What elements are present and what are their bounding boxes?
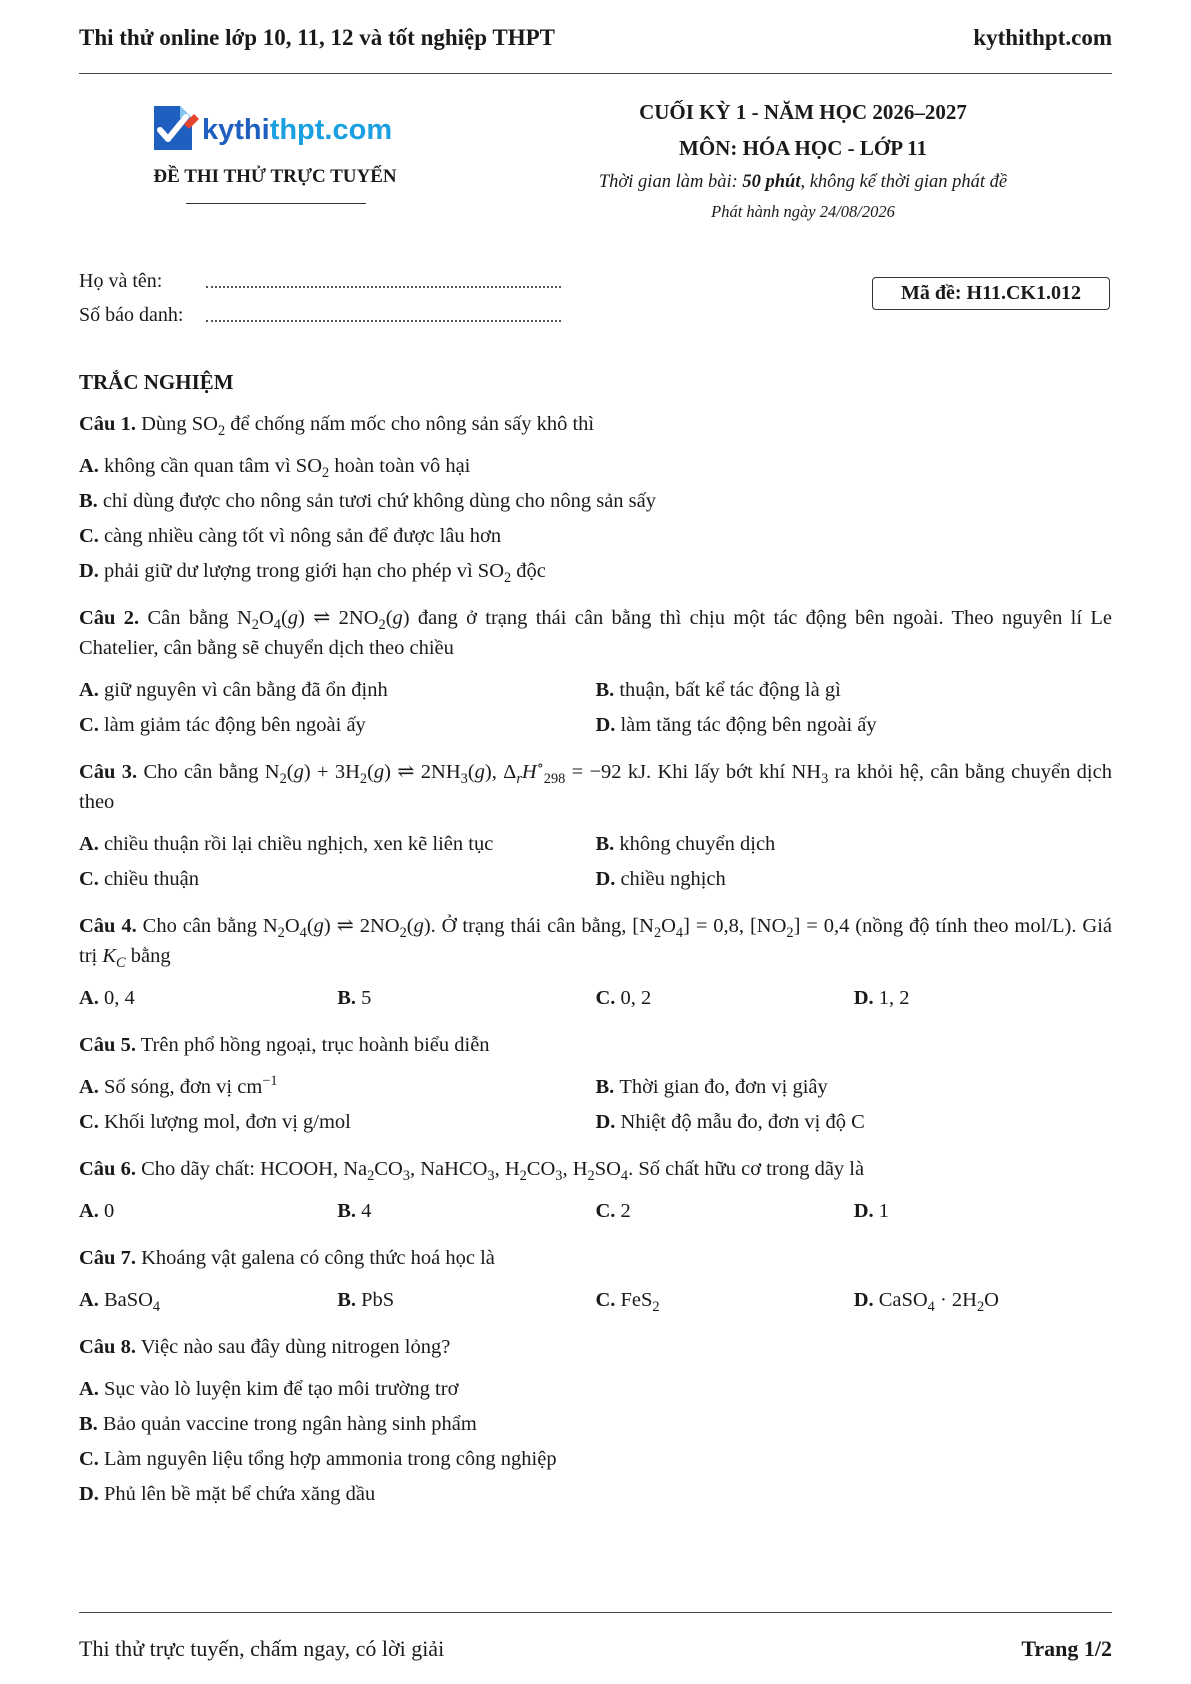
answer-options [79, 1283, 1112, 1318]
section-title: TRẮC NGHIỆM [79, 370, 234, 394]
answer-option-b[interactable] [337, 1283, 595, 1318]
question-label: Câu 1. [79, 413, 136, 435]
question-1 [79, 409, 1112, 589]
option-text: CaSO$_4$ · $2H_2O$ [878, 1289, 999, 1316]
question-list [79, 409, 1112, 1526]
student-id-label: Số báo danh: [79, 304, 184, 326]
name-field[interactable] [206, 264, 561, 288]
option-text: chỉ dùng được cho nông sản tươi chứ không dùng cho nông sản sấy [102, 490, 657, 512]
option-text: 0 [103, 1200, 115, 1222]
question-label: Câu 2. [79, 607, 140, 629]
answer-option-d[interactable] [596, 708, 1113, 743]
option-key: A. [79, 455, 99, 477]
footer-divider [79, 1612, 1112, 1613]
question-text: Cân bằng $N_2O_4(g)$ ⇌ $2NO_2(g)$ đang ở trạng thái cân bằng thì chịu một tác động bên ngoài. Theo nguyên lí Le Chatelier, cân bằng sẽ chuyển dịch theo chiều [79, 607, 1112, 659]
option-text: 2 [620, 1200, 631, 1222]
answer-option-d[interactable] [854, 1194, 1112, 1229]
answer-options [79, 827, 1112, 897]
option-key: C. [595, 1200, 616, 1222]
answer-option-b[interactable] [337, 981, 595, 1016]
option-key: B. [595, 1076, 615, 1098]
question-stem [79, 1243, 1112, 1273]
exam-type-subtitle: ĐỀ THI THỬ TRỰC TUYẾN [153, 166, 397, 187]
option-text: Sục vào lò luyện kim để tạo môi trường trơ [103, 1378, 459, 1400]
option-text: PbS [361, 1289, 395, 1311]
student-info [79, 264, 561, 332]
option-text: chiều thuận [103, 868, 200, 890]
answer-option-d[interactable] [854, 981, 1112, 1016]
option-key: C. [79, 714, 99, 736]
answer-option-c[interactable] [79, 708, 596, 743]
answer-option-b[interactable] [337, 1194, 595, 1229]
option-text: làm giảm tác động bên ngoài ấy [103, 714, 366, 736]
exam-title: CUỐI KỲ 1 - NĂM HỌC 2026–2027 [639, 100, 967, 124]
student-id-field[interactable] [206, 298, 561, 322]
option-key: D. [595, 714, 616, 736]
question-stem [79, 603, 1112, 663]
option-key: A. [79, 1289, 99, 1311]
option-key: B. [595, 833, 615, 855]
exam-duration: Thời gian làm bài: 50 phút, không kể thời gian phát đề [598, 172, 1008, 192]
answer-option-a[interactable] [79, 1283, 337, 1318]
option-key: B. [79, 490, 98, 512]
question-stem [79, 409, 1112, 439]
answer-option-b[interactable] [79, 1407, 1112, 1442]
exam-release-date: Phát hành ngày 24/08/2026 [711, 202, 895, 221]
option-key: B. [337, 1200, 357, 1222]
answer-options [79, 1070, 1112, 1140]
header-left-text: Thi thử online lớp 10, 11, 12 và tốt nghiệp THPT [79, 25, 555, 50]
option-text: giữ nguyên vì cân bằng đã ổn định [103, 679, 388, 701]
site-logo [150, 100, 410, 156]
option-key: D. [79, 1483, 99, 1505]
option-key: C. [79, 868, 99, 890]
answer-options [79, 1194, 1112, 1229]
header-site-link[interactable]: kythithpt.com [973, 25, 1112, 50]
answer-option-d[interactable] [79, 1477, 1112, 1512]
option-text: 0, 2 [620, 987, 652, 1009]
question-stem [79, 757, 1112, 817]
option-text: 1 [878, 1200, 889, 1222]
answer-option-c[interactable] [596, 1283, 854, 1318]
header-divider [79, 73, 1112, 74]
answer-option-b[interactable] [596, 673, 1113, 708]
option-text: 0, 4 [103, 987, 135, 1009]
option-text: Nhiệt độ mẫu đo, đơn vị độ C [620, 1111, 865, 1133]
option-text: Số sóng, đơn vị $cm^{-1}$ [103, 1073, 278, 1098]
option-text: không cần quan tâm vì $SO_2$ hoàn toàn vô hại [103, 455, 471, 482]
option-text: 5 [361, 987, 372, 1009]
question-stem [79, 1332, 1112, 1362]
footer-tagline: Thi thử trực tuyến, chấm ngay, có lời giải [79, 1636, 445, 1661]
option-text: Làm nguyên liệu tổng hợp ammonia trong công nghiệp [103, 1448, 557, 1470]
option-text: Thời gian đo, đơn vị giây [619, 1076, 828, 1098]
option-key: A. [79, 987, 99, 1009]
option-key: C. [595, 1289, 616, 1311]
answer-option-c[interactable] [79, 1442, 1112, 1477]
answer-option-d[interactable] [596, 1105, 1113, 1140]
option-text: không chuyển dịch [619, 833, 776, 855]
exam-subject: MÔN: HÓA HỌC - LỚP 11 [679, 136, 927, 160]
logo-mark-icon [150, 100, 410, 156]
answer-option-d[interactable] [854, 1283, 1112, 1318]
option-text: 1, 2 [878, 987, 910, 1009]
question-text: Cho dãy chất: HCOOH, $Na_2CO_3$, NaHCO$_3$, $H_2CO_3$, $H_2SO_4$. Số chất hữu cơ trong dãy là [135, 1158, 865, 1185]
answer-option-d[interactable] [79, 554, 1112, 589]
exam-info [540, 95, 1066, 227]
option-text: làm tăng tác động bên ngoài ấy [620, 714, 877, 736]
option-text: phải giữ dư lượng trong giới hạn cho phép vì $SO_2$ độc [103, 560, 546, 587]
option-key: B. [337, 1289, 357, 1311]
answer-option-a[interactable] [79, 449, 1112, 484]
answer-option-d[interactable] [596, 862, 1113, 897]
question-text: Cho cân bằng $N_2(g) + 3H_2(g)$ ⇌ $2NH_3(g)$, $\Delta_rH^\circ_{298} = -92$ kJ. Khi lấy bớt khí $NH_3$ ra khỏi hệ, cân bằng chuyển dịch theo [79, 758, 1112, 813]
question-stem [79, 1030, 1112, 1060]
answer-option-a[interactable] [79, 1194, 337, 1229]
option-text: FeS$_2$ [620, 1289, 660, 1316]
question-text: Việc nào sau đây dùng nitrogen lỏng? [135, 1336, 451, 1358]
answer-options [79, 1372, 1112, 1512]
option-text: Phủ lên bề mặt bể chứa xăng dầu [103, 1483, 376, 1505]
answer-option-a[interactable] [79, 827, 596, 862]
page-footer [79, 1636, 1112, 1662]
option-key: D. [853, 1200, 874, 1222]
question-text: Dùng $SO_2$ để chống nấm mốc cho nông sản sấy khô thì [135, 413, 595, 440]
option-text: 4 [361, 1200, 372, 1222]
logo-text: kythithpt.com [202, 114, 393, 146]
answer-options [79, 981, 1112, 1016]
option-key: A. [79, 1378, 99, 1400]
question-5 [79, 1030, 1112, 1140]
exam-code-badge: Mã đề: H11.CK1.012 [872, 277, 1110, 310]
question-label: Câu 7. [79, 1247, 136, 1269]
option-key: D. [79, 560, 99, 582]
question-stem [79, 1154, 1112, 1184]
option-key: B. [337, 987, 357, 1009]
question-2 [79, 603, 1112, 743]
option-text: thuận, bất kể tác động là gì [619, 679, 841, 701]
option-text: Bảo quản vaccine trong ngân hàng sinh phẩm [102, 1413, 477, 1435]
question-4 [79, 911, 1112, 1016]
answer-option-a[interactable] [79, 981, 337, 1016]
page-header [79, 18, 1112, 58]
question-stem [79, 911, 1112, 971]
answer-option-b[interactable] [596, 827, 1113, 862]
option-key: C. [79, 1111, 99, 1133]
answer-option-a[interactable] [79, 1070, 596, 1105]
option-key: D. [853, 987, 874, 1009]
answer-options [79, 673, 1112, 743]
option-text: chiều thuận rồi lại chiều nghịch, xen kẽ liên tục [103, 833, 494, 855]
question-text: Cho cân bằng $N_2O_4(g)$ ⇌ $2NO_2(g)$. Ở trạng thái cân bằng, $[N_2O_4] = 0,8$, $[NO_2] = 0,4$ (nồng độ tính theo mol/L). Giá trị $K_C$ bằng [79, 915, 1112, 972]
answer-option-c[interactable] [79, 519, 1112, 554]
answer-option-b[interactable] [79, 484, 1112, 519]
question-label: Câu 8. [79, 1336, 136, 1358]
question-3 [79, 757, 1112, 897]
option-key: D. [595, 868, 616, 890]
page-number: Trang 1/2 [1021, 1636, 1112, 1661]
answer-options [79, 449, 1112, 589]
question-text: Khoáng vật galena có công thức hoá học là [135, 1247, 495, 1269]
option-text: Khối lượng mol, đơn vị g/mol [103, 1111, 351, 1133]
answer-option-a[interactable] [79, 673, 596, 708]
answer-option-b[interactable] [596, 1070, 1113, 1105]
option-key: C. [595, 987, 616, 1009]
question-text: Trên phổ hồng ngoại, trục hoành biểu diễn [135, 1034, 490, 1056]
option-key: D. [595, 1111, 616, 1133]
option-key: C. [79, 1448, 99, 1470]
question-label: Câu 3. [79, 761, 138, 783]
option-text: BaSO$_4$ [103, 1289, 161, 1316]
question-8 [79, 1332, 1112, 1512]
option-text: càng nhiều càng tốt vì nông sản để được lâu hơn [103, 525, 502, 547]
answer-option-c[interactable] [79, 1105, 596, 1140]
answer-option-a[interactable] [79, 1372, 1112, 1407]
subtitle-underline [186, 203, 366, 204]
question-label: Câu 6. [79, 1158, 136, 1180]
option-key: B. [79, 1413, 98, 1435]
question-label: Câu 5. [79, 1034, 136, 1056]
option-text: chiều nghịch [620, 868, 726, 890]
question-6 [79, 1154, 1112, 1229]
option-key: A. [79, 679, 99, 701]
option-key: C. [79, 525, 99, 547]
name-label: Họ và tên: [79, 270, 163, 292]
option-key: A. [79, 1076, 99, 1098]
option-key: A. [79, 833, 99, 855]
question-7 [79, 1243, 1112, 1318]
option-key: A. [79, 1200, 99, 1222]
answer-option-c[interactable] [596, 981, 854, 1016]
answer-option-c[interactable] [596, 1194, 854, 1229]
answer-option-c[interactable] [79, 862, 596, 897]
option-key: D. [853, 1289, 874, 1311]
question-label: Câu 4. [79, 915, 137, 937]
option-key: B. [595, 679, 615, 701]
